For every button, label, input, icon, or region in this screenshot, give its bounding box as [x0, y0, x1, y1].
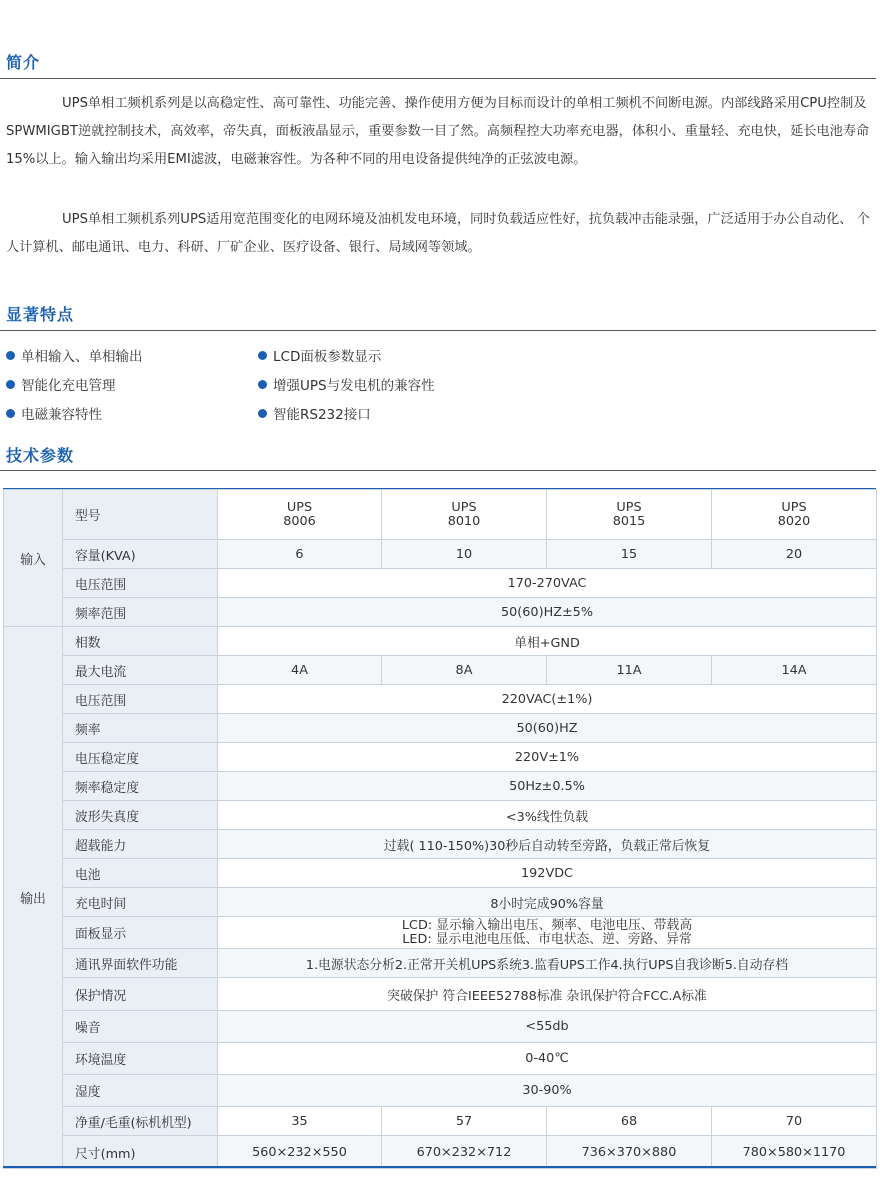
table-row	[4, 743, 877, 772]
bullet-icon	[258, 351, 267, 360]
table-bottom-border	[3, 1166, 876, 1168]
max-current-cell: 4A	[218, 656, 382, 685]
panel-display-cell	[218, 917, 877, 949]
input-frequency-cell: 50(60)HZ±5%	[218, 598, 877, 627]
model-line2: 8020	[777, 513, 811, 529]
temperature-cell: 0-40℃	[218, 1043, 877, 1075]
row-label-overload: 超载能力	[63, 830, 218, 859]
group-input-label: 输入	[4, 490, 63, 627]
weight-cell: 68	[547, 1107, 712, 1136]
model-cell	[382, 490, 547, 540]
table-row	[4, 598, 877, 627]
table-row	[4, 685, 877, 714]
model-line1: UPS	[451, 499, 477, 515]
group-output-label: 输出	[4, 627, 63, 1169]
row-label-weight: 净重/毛重(标机机型)	[63, 1107, 218, 1136]
size-cell: 670×232×712	[382, 1136, 547, 1169]
row-label-capacity: 容量(KVA)	[63, 540, 218, 569]
table-row	[4, 627, 877, 656]
model-line2: 8015	[612, 513, 646, 529]
feature-item	[6, 345, 143, 365]
row-label-output-frequency: 频率	[63, 714, 218, 743]
capacity-cell: 10	[382, 540, 547, 569]
table-row	[4, 569, 877, 598]
table-row	[4, 917, 877, 949]
features-divider	[0, 330, 876, 331]
feature-text: 单相输入、单相输出	[21, 349, 143, 365]
model-cell	[547, 490, 712, 540]
row-label-output-voltage: 电压范围	[63, 685, 218, 714]
feature-text: 增强UPS与发电机的兼容性	[273, 378, 435, 394]
table-row	[4, 490, 877, 540]
row-label-voltage-stability: 电压稳定度	[63, 743, 218, 772]
output-frequency-cell: 50(60)HZ	[218, 714, 877, 743]
table-row	[4, 859, 877, 888]
bullet-icon	[6, 409, 15, 418]
size-cell: 780×580×1170	[712, 1136, 877, 1169]
capacity-cell: 15	[547, 540, 712, 569]
row-label-panel-display: 面板显示	[63, 917, 218, 949]
comm-software-cell: 1.电源状态分析2.正常开关机UPS系统3.监看UPS工作4.执行UPS自我诊断5.自动存档	[218, 949, 877, 978]
feature-item	[258, 374, 435, 394]
row-label-phase: 相数	[63, 627, 218, 656]
bullet-icon	[6, 351, 15, 360]
row-label-distortion: 波形失真度	[63, 801, 218, 830]
table-row	[4, 772, 877, 801]
model-line2: 8006	[283, 513, 316, 529]
model-cell	[712, 490, 877, 540]
feature-text: 电磁兼容特性	[21, 407, 102, 423]
bullet-icon	[258, 380, 267, 389]
max-current-cell: 14A	[712, 656, 877, 685]
table-row	[4, 1011, 877, 1043]
table-row	[4, 888, 877, 917]
intro-paragraph-1: UPS单相工频机系列是以高稳定性、高可靠性、功能完善、操作使用方便为目标而设计的单相工频机不间断电源。内部线路采用CPU控制及SPWMIGBT逆就控制技术，高效率，帝失真，面板液晶显示，重要参数一目了然。高频程控大功率充电器，体积小、重量轻、充电快，延长电池寿命15%以上。输入输出均采用EMI滤波，电磁兼容性。为各种不同的用电设备提供纯净的正弦波电源。	[6, 96, 870, 167]
features-title: 显著特点	[6, 305, 75, 324]
row-label-frequency-stability: 频率稳定度	[63, 772, 218, 801]
specs-title: 技术参数	[6, 446, 75, 465]
distortion-cell: <3%线性负载	[218, 801, 877, 830]
row-label-input-voltage: 电压范围	[63, 569, 218, 598]
panel-line-lcd: LCD: 显示输入输出电压、频率、电池电压、带载高	[401, 917, 693, 933]
output-voltage-cell: 220VAC(±1%)	[218, 685, 877, 714]
specs-divider	[0, 470, 876, 471]
feature-item	[258, 345, 381, 365]
panel-line-led: LED: 显示电池电压低、市电状态、逆、旁路、异常	[402, 931, 692, 947]
row-label-battery: 电池	[63, 859, 218, 888]
table-row	[4, 949, 877, 978]
model-line1: UPS	[781, 499, 807, 515]
battery-cell: 192VDC	[218, 859, 877, 888]
weight-cell: 70	[712, 1107, 877, 1136]
size-cell: 736×370×880	[547, 1136, 712, 1169]
max-current-cell: 11A	[547, 656, 712, 685]
phase-cell: 单相+GND	[218, 627, 877, 656]
model-cell	[218, 490, 382, 540]
charge-time-cell: 8小时完成90%容量	[218, 888, 877, 917]
table-row	[4, 1075, 877, 1107]
row-label-input-frequency: 频率范围	[63, 598, 218, 627]
feature-text: 智能RS232接口	[273, 407, 371, 423]
humidity-cell: 30-90%	[218, 1075, 877, 1107]
max-current-cell: 8A	[382, 656, 547, 685]
row-label-model: 型号	[63, 490, 218, 540]
bullet-icon	[258, 409, 267, 418]
protection-cell: 突破保护 符合IEEE52788标准 杂讯保护符合FCC.A标准	[218, 978, 877, 1011]
feature-item	[6, 374, 116, 394]
noise-cell: <55db	[218, 1011, 877, 1043]
spec-table	[3, 489, 877, 1169]
table-row	[4, 714, 877, 743]
table-row	[4, 656, 877, 685]
table-row	[4, 1107, 877, 1136]
intro-paragraph-2: UPS单相工频机系列UPS适用宽范围变化的电网环境及油机发电环境，同时负载适应性好，抗负载冲击能录强，广泛适用于办公自动化、 个人计算机、邮电通讯、电力、科研、厂矿企业、医疗设备、银行、局域网等领域。	[6, 212, 870, 255]
input-voltage-cell: 170-270VAC	[218, 569, 877, 598]
row-label-temperature: 环境温度	[63, 1043, 218, 1075]
feature-item	[6, 403, 102, 423]
model-line1: UPS	[616, 499, 642, 515]
row-label-noise: 噪音	[63, 1011, 218, 1043]
bullet-icon	[6, 380, 15, 389]
table-row	[4, 1043, 877, 1075]
capacity-cell: 6	[218, 540, 382, 569]
feature-text: 智能化充电管理	[21, 378, 116, 394]
weight-cell: 57	[382, 1107, 547, 1136]
row-label-max-current: 最大电流	[63, 656, 218, 685]
size-cell: 560×232×550	[218, 1136, 382, 1169]
overload-cell: 过载( 110-150%)30秒后自动转至旁路，负载正常后恢复	[218, 830, 877, 859]
table-row	[4, 978, 877, 1011]
weight-cell: 35	[218, 1107, 382, 1136]
table-row	[4, 830, 877, 859]
row-label-size: 尺寸(mm)	[63, 1136, 218, 1169]
row-label-charge-time: 充电时间	[63, 888, 218, 917]
voltage-stability-cell: 220V±1%	[218, 743, 877, 772]
frequency-stability-cell: 50Hz±0.5%	[218, 772, 877, 801]
table-row	[4, 1136, 877, 1169]
row-label-humidity: 湿度	[63, 1075, 218, 1107]
feature-item	[258, 403, 371, 423]
feature-text: LCD面板参数显示	[273, 349, 382, 365]
intro-title: 简介	[6, 53, 41, 72]
intro-divider	[0, 78, 876, 79]
row-label-comm-software: 通讯界面软件功能	[63, 949, 218, 978]
table-row	[4, 540, 877, 569]
table-row	[4, 801, 877, 830]
row-label-protection: 保护情况	[63, 978, 218, 1011]
model-line1: UPS	[286, 499, 313, 515]
capacity-cell: 20	[712, 540, 877, 569]
model-line2: 8010	[447, 513, 481, 529]
